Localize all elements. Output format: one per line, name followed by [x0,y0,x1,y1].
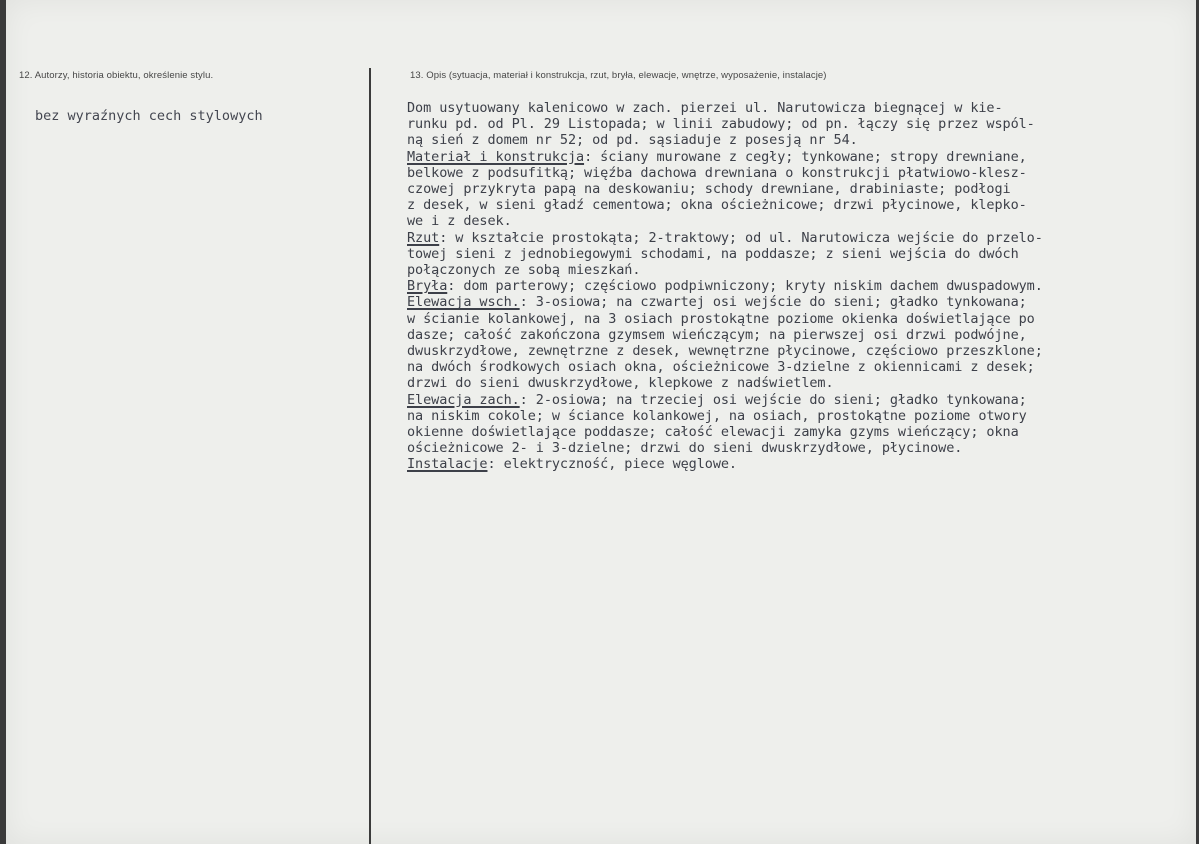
line-text: w ścianie kolankowej, na 3 osiach prostokątne poziome okienka doświetlające po [407,310,1035,327]
line-text: : 3-osiowa; na czwartej osi wejście do sieni; gładko tynkowana; [519,294,1027,311]
line-text: okienne doświetlające poddasze; całość elewacji zamyka gzyms wieńczący; okna [407,424,1019,441]
description-line [407,213,1197,229]
line-text: runku pd. od Pl. 29 Listopada; w linii zabudowy; od pn. łączy się przez wspól- [407,116,1035,133]
line-text: ną sień z domem nr 52; od pd. sąsiaduje z posesją nr 54. [407,132,858,149]
section-label: Elewacja zach. [407,391,520,408]
section-label: Instalacje [407,456,488,473]
description-line [407,424,1197,440]
description-line [407,262,1197,278]
line-text: czowej przykryta papą na deskowaniu; schody drewniane, drabiniaste; podłogi [407,181,1011,198]
line-text: : elektryczność, piece węglowe. [487,456,737,473]
line-text: na dwóch środkowych osiach okna, ościeżnicowe 3-dzielne z okiennicami z desek; [407,359,1035,376]
description-line [407,230,1197,246]
description-line [407,197,1197,213]
column-divider [369,68,371,844]
description-header: 13. Opis (sytuacja, materiał i konstrukcja, rzut, bryła, elewacje, wnętrze, wyposażenie, instalacje) [410,70,827,81]
line-text: dasze; całość zakończona gzymsem wieńczącym; na pierwszej osi drzwi podwójne, [407,326,1027,343]
description-line [407,359,1197,375]
authors-history-style-header: 12. Autorzy, historia obiektu, określenie stylu. [19,70,214,81]
line-text: dwuskrzydłowe, zewnętrzne z desek, wewnętrzne płycinowe, częściowo przeszklone; [407,343,1043,360]
description-line [407,294,1197,310]
description-line [407,246,1197,262]
description-line [407,440,1197,456]
section-label: Materiał i konstrukcja [407,148,585,165]
line-text: : dom parterowy; częściowo podpiwniczony; kryty niskim dachem dwuspadowym. [447,278,1043,295]
description-line [407,132,1197,148]
description-line [407,375,1197,391]
line-text: towej sieni z jednobiegowymi schodami, na poddasze; z sieni wejścia do dwóch [407,245,1019,262]
description-line [407,165,1197,181]
line-text: : ściany murowane z cegły; tynkowane; stropy drewniane, [584,148,1027,165]
description-line [407,278,1197,294]
description-line [407,181,1197,197]
description-line [407,327,1197,343]
line-text: na niskim cokole; w ściance kolankowej, na osiach, prostokątne poziome otwory [407,407,1027,424]
description-line [407,456,1197,472]
description-line [407,311,1197,327]
line-text: : 2-osiowa; na trzeciej osi wejście do sieni; gładko tynkowana; [519,391,1027,408]
record-card [6,0,1196,844]
line-text: Dom usytuowany kalenicowo w zach. pierzei ul. Narutowicza biegnącej w kie- [407,100,1003,116]
description-line [407,116,1197,132]
style-description: bez wyraźnych cech stylowych [35,108,263,124]
section-label: Rzut [407,229,440,246]
building-description [407,100,1197,473]
line-text: drzwi do sieni dwuskrzydłowe, klepkowe z nadświetlem. [407,375,834,392]
line-text: we i z desek. [407,213,512,230]
description-line [407,392,1197,408]
section-label: Elewacja wsch. [407,294,520,311]
section-label: Bryła [407,278,448,295]
description-line [407,408,1197,424]
description-line [407,100,1197,116]
line-text: z desek, w sieni gładź cementowa; okna ościeżnicowe; drzwi płycinowe, klepko- [407,197,1027,214]
description-line [407,149,1197,165]
line-text: połączonych ze sobą mieszkań. [407,262,641,279]
description-line [407,343,1197,359]
line-text: ościeżnicowe 2- i 3-dzielne; drzwi do sieni dwuskrzydłowe, płycinowe. [407,440,963,457]
line-text: belkowe z podsufitką; więźba dachowa drewniana o konstrukcji płatwiowo-klesz- [407,164,1027,181]
line-text: : w kształcie prostokąta; 2-traktowy; od ul. Narutowicza wejście do przelo- [439,229,1043,246]
